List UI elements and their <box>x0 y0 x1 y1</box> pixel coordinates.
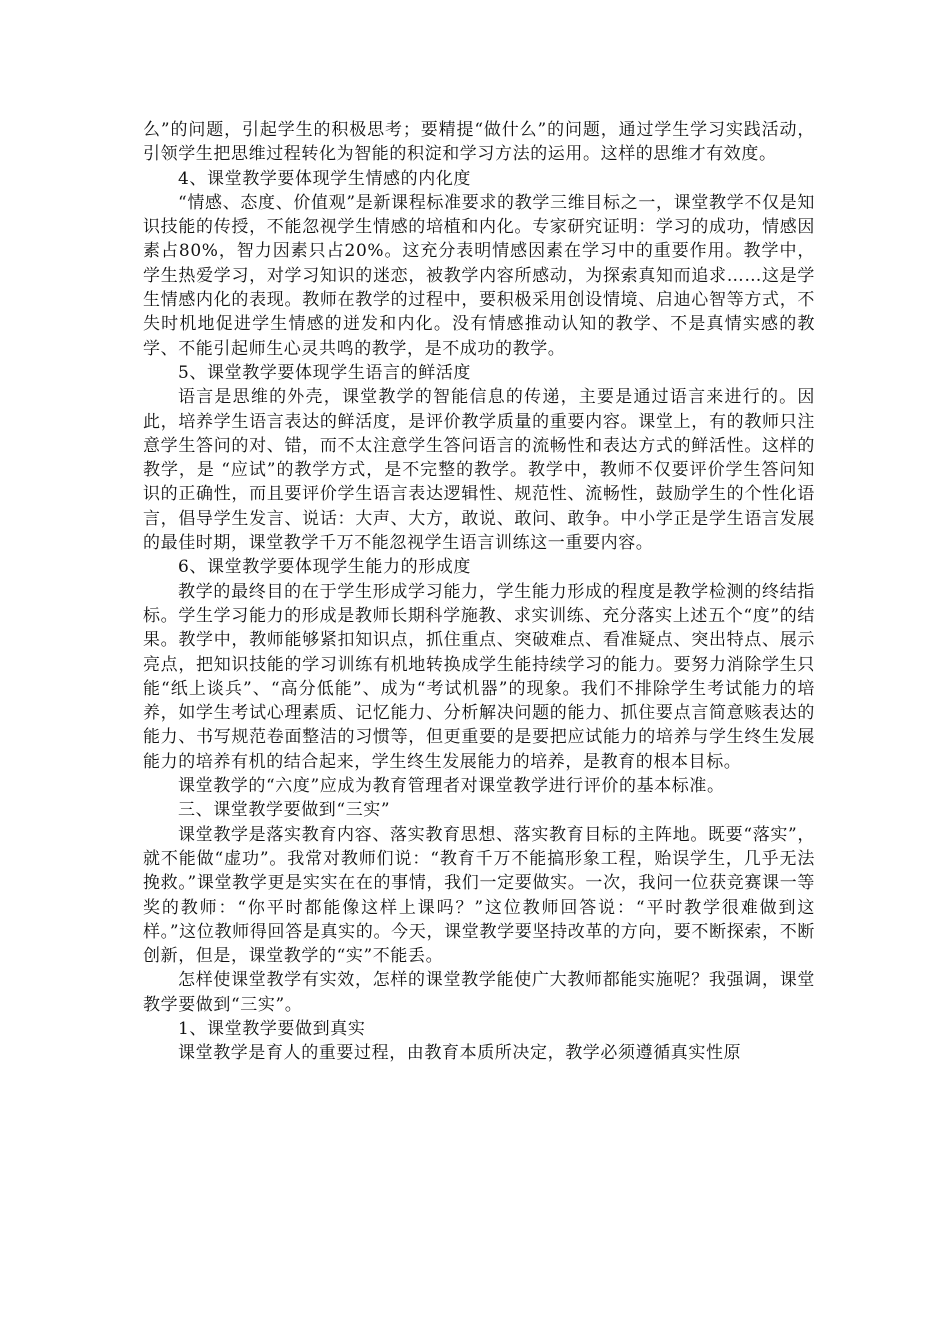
paragraph-language: 语言是思维的外壳，课堂教学的智能信息的传递，主要是通过语言来进行的。因此，培养学生语言表达的鲜活度，是评价教学质量的重要内容。课堂上，有的教师只注意学生答问的对、错，而不太注意学生答问语言的流畅性和表达方式的鲜活性。这样的教学，是 “应试”的教学方式，是不完整的教学。教学中，教师不仅要评价学生答问知识的正确性，而且要评价学生语言表达逻辑性、规范性、流畅性，鼓励学生的个性化语言，倡导学生发言、说话：大声、大方，敢说、敢问、敢争。中小学正是学生语言发展的最佳时期，课堂教学千万不能忽视学生语言训练这一重要内容。 <box>143 387 815 554</box>
section-heading-1: 1、课堂教学要做到真实 <box>178 1018 366 1039</box>
paragraph-truthfulness: 课堂教学是育人的重要过程，由教育本质所决定，教学必须遵循真实性原 <box>178 1043 742 1064</box>
section-heading-6: 6、课堂教学要体现学生能力的形成度 <box>178 557 472 578</box>
paragraph-continuation: 么”的问题，引起学生的积极思考；要精提“做什么”的问题，通过学生学习实践活动，引领学生把思维过程转化为智能的积淀和学习方法的运用。这样的思维才有效度。 <box>143 120 815 165</box>
paragraph-three-solid-intro: 课堂教学是落实教育内容、落实教育思想、落实教育目标的主阵地。既要“落实”，就不能做“虚功”。我常对教师们说：“教育千万不能搞形象工程，贻误学生，几乎无法挽救。”课堂教学更是实实在在的事情，我们一定要做实。一次，我问一位获竞赛课一等奖的教师：“你平时都能像这样上课吗？”这位教师回答说：“平时教学很难做到这样。”这位教师得回答是真实的。今天，课堂教学要坚持改革的方向，要不断探索，不断创新，但是，课堂教学的“实”不能丢。 <box>143 824 815 967</box>
paragraph-ability: 教学的最终目的在于学生形成学习能力，学生能力形成的程度是教学检测的终结指标。学生学习能力的形成是教师长期科学施教、求实训练、充分落实上述五个“度”的结果。教学中，教师能够紧扣知识点，抓住重点、突破难点、看准疑点、突出特点、展示亮点，把知识技能的学习训练有机地转换成学生能持续学习的能力。要努力消除学生只能“纸上谈兵”、“高分低能”、成为“考试机器”的现象。我们不排除学生考试能力的培养，如学生考试心理素质、记忆能力、分析解决问题的能力、抓住要点言简意赅表达的能力、书写规范卷面整洁的习惯等，但更重要的是要把应试能力的培养与学生终生发展能力的培养有机的结合起来，学生终生发展能力的培养，是教育的根本目标。 <box>143 581 815 772</box>
paragraph-six-degrees-summary: 课堂教学的“六度”应成为教育管理者对课堂教学进行评价的基本标准。 <box>178 776 725 797</box>
document-page <box>143 118 815 1066</box>
section-heading-4: 4、课堂教学要体现学生情感的内化度 <box>178 168 472 189</box>
chapter-heading-three-solid: 三、课堂教学要做到“三实” <box>178 800 391 821</box>
paragraph-three-solid-question: 怎样使课堂教学有实效，怎样的课堂教学能使广大教师都能实施呢？我强调，课堂教学要做到“三实”。 <box>143 970 815 1015</box>
paragraph-emotion: “情感、态度、价值观”是新课程标准要求的教学三维目标之一，课堂教学不仅是知识技能的传授，不能忽视学生情感的培植和内化。专家研究证明：学习的成功，情感因素占80%，智力因素只占20%。这充分表明情感因素在学习中的重要作用。教学中，学生热爱学习，对学习知识的迷恋，被教学内容所感动，为探索真知而追求……这是学生情感内化的表现。教师在教学的过程中，要积极采用创设情境、启迪心智等方式，不失时机地促进学生情感的迸发和内化。没有情感推动认知的教学、不是真情实感的教学、不能引起师生心灵共鸣的教学，是不成功的教学。 <box>143 192 815 359</box>
section-heading-5: 5、课堂教学要体现学生语言的鲜活度 <box>178 362 472 383</box>
